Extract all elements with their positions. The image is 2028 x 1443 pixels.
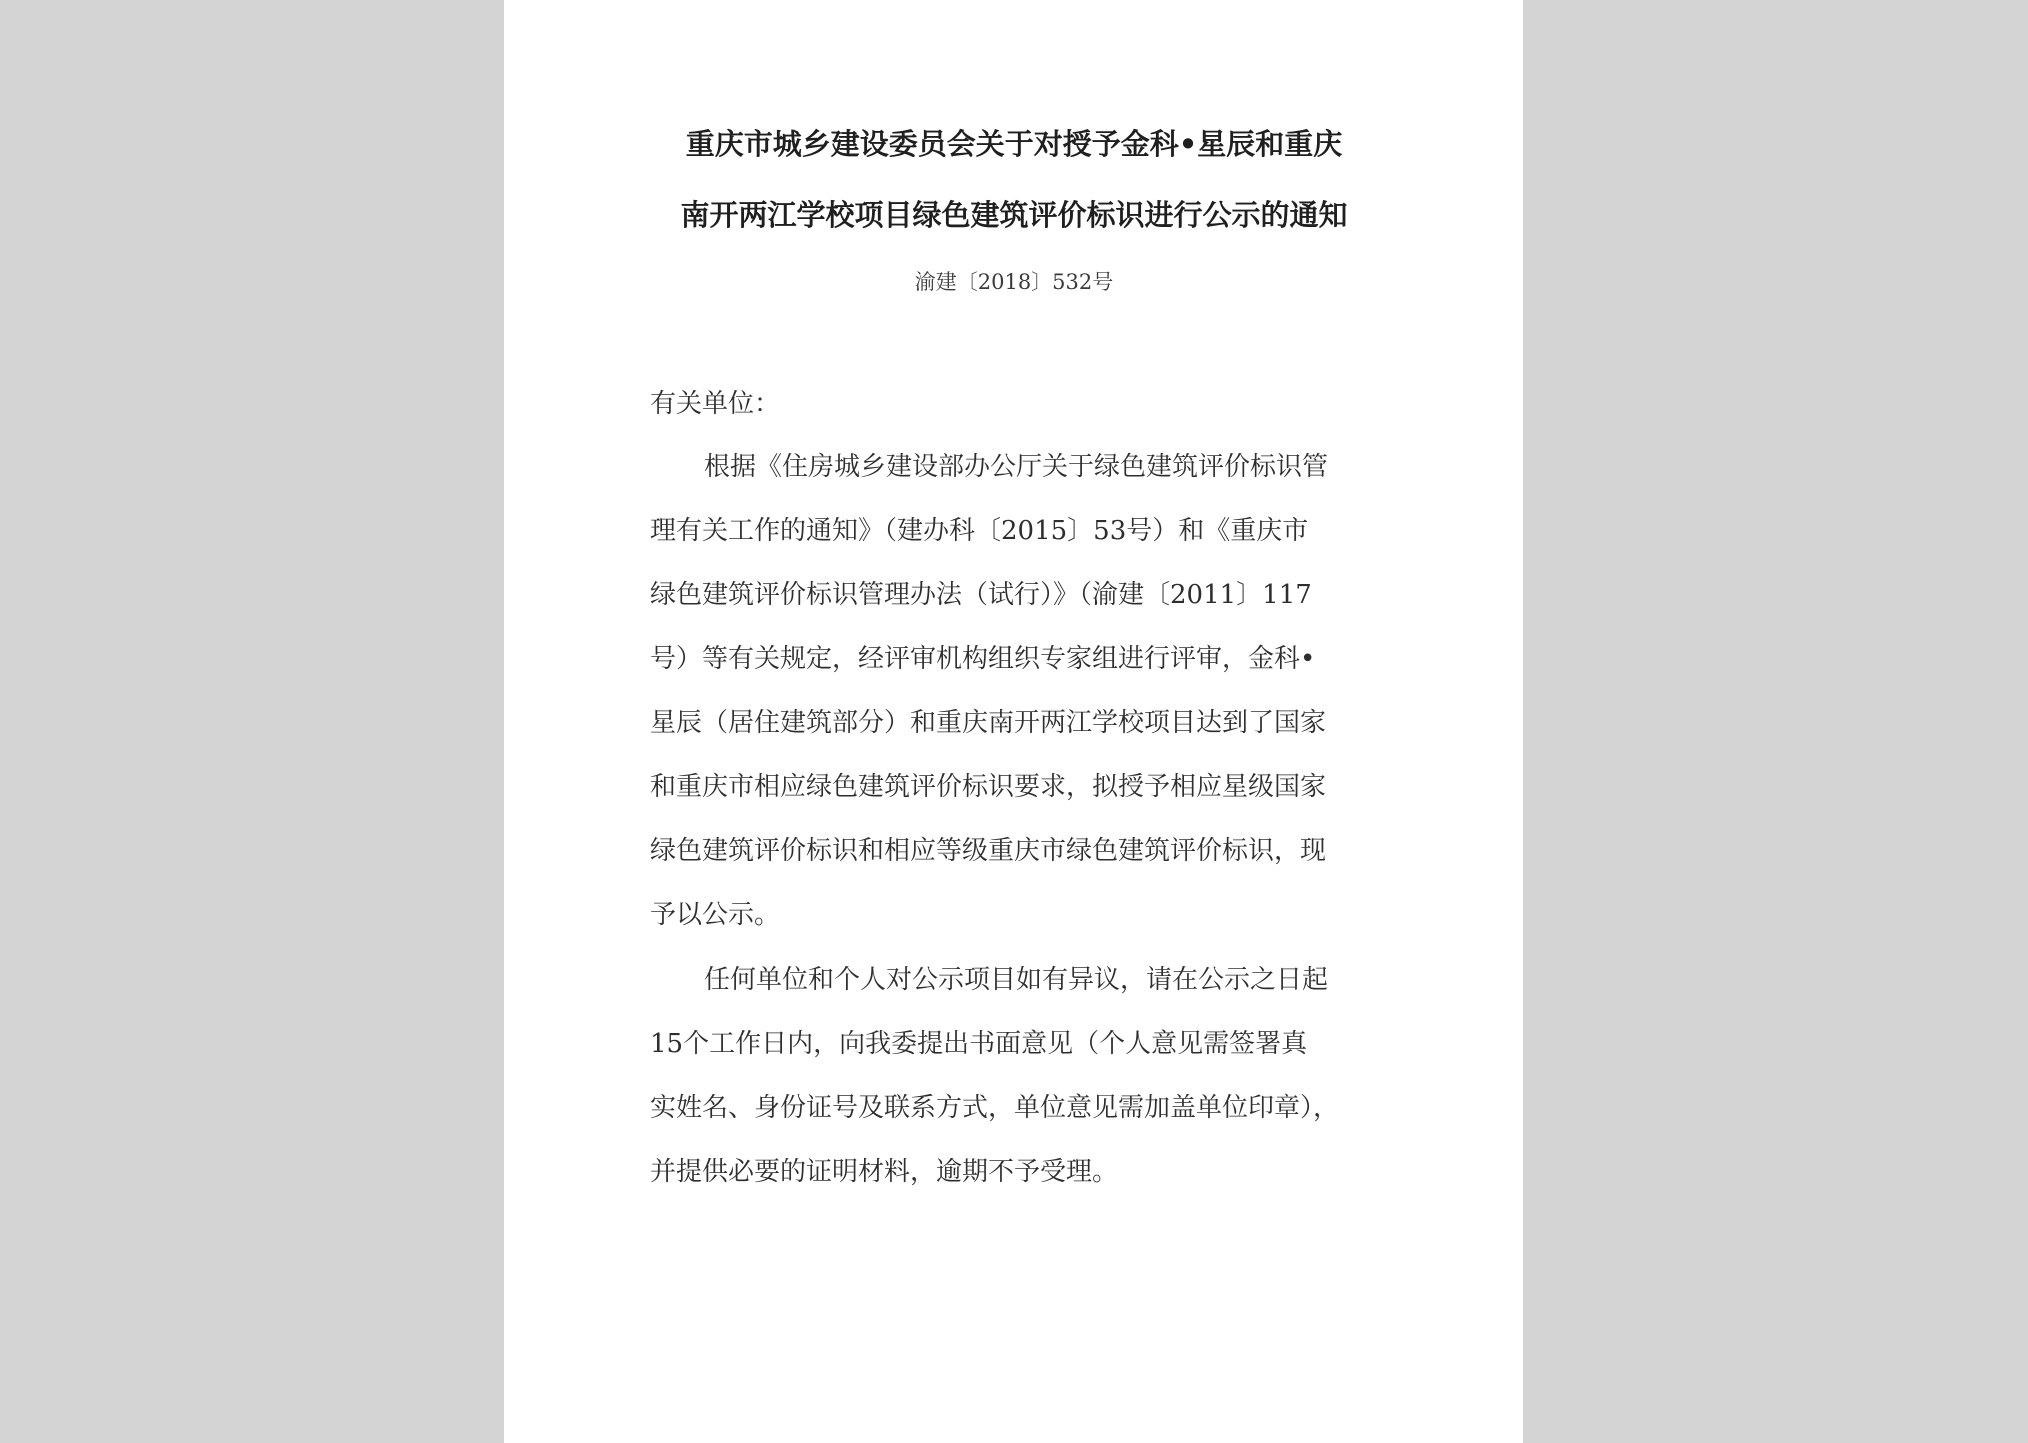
paragraph-1-line-7: 绿色建筑评价标识和相应等级重庆市绿色建筑评价标识，现 [650,836,1327,866]
salutation: 有关单位： [650,389,781,419]
paragraph-1-line-4: 号）等有关规定，经评审机构组织专家组进行评审，金科• [650,644,1316,674]
paragraph-1-line-3: 绿色建筑评价标识管理办法（试行）》（渝建〔2011〕117 [650,580,1312,610]
paragraph-2-line-3: 实姓名、身份证号及联系方式，单位意见需加盖单位印章）， [650,1093,1340,1123]
document-title-line-1: 重庆市城乡建设委员会关于对授予金科•星辰和重庆 [685,127,1343,161]
paragraph-1-line-5: 星辰（居住建筑部分）和重庆南开两江学校项目达到了国家 [650,708,1327,738]
document-page [504,0,1523,1443]
paragraph-2-line-2: 15个工作日内，向我委提出书面意见（个人意见需签署真 [650,1029,1308,1059]
paragraph-2-line-4: 并提供必要的证明材料，逾期不予受理。 [650,1157,1119,1187]
document-number: 渝建〔2018〕532号 [914,270,1114,294]
paragraph-1-line-6: 和重庆市相应绿色建筑评价标识要求，拟授予相应星级国家 [650,772,1327,802]
paragraph-1-line-1: 根据《住房城乡建设部办公厅关于绿色建筑评价标识管 [704,452,1329,482]
paragraph-1-line-8: 予以公示。 [650,900,781,930]
paragraph-2-line-1: 任何单位和个人对公示项目如有异议，请在公示之日起 [704,965,1329,995]
document-title-line-2: 南开两江学校项目绿色建筑评价标识进行公示的通知 [680,198,1348,232]
paragraph-1-line-2: 理有关工作的通知》（建办科〔2015〕53号）和《重庆市 [650,516,1309,546]
